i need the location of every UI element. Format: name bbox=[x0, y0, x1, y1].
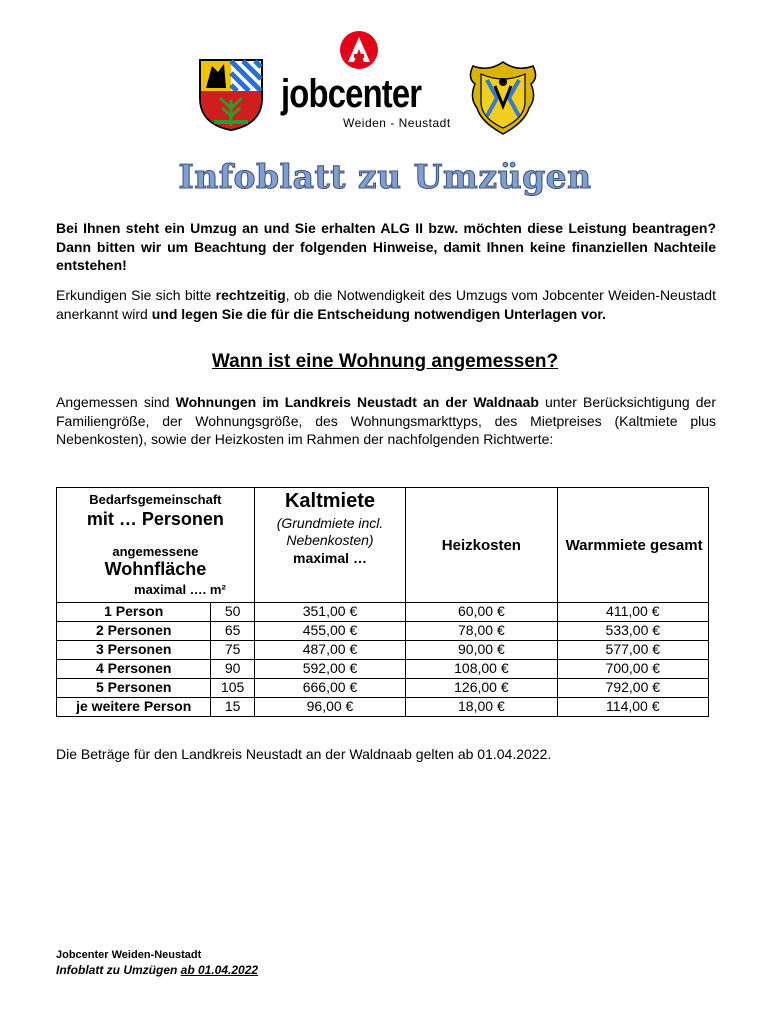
rates-table bbox=[56, 487, 709, 717]
header-household-line3: angemessene bbox=[112, 544, 199, 559]
cell-warm-rent: 533,00 € bbox=[557, 622, 708, 641]
footer-organization: Jobcenter Weiden-Neustadt bbox=[56, 949, 202, 961]
cell-heating: 90,00 € bbox=[406, 641, 557, 660]
header-household-line2: mit … Personen bbox=[86, 509, 224, 529]
cell-sqm: 90 bbox=[211, 660, 254, 679]
jobcenter-logo-icon bbox=[339, 30, 379, 70]
criteria-text-c: unter Berücksichtigung der Familiengröße, der Wohnungsgröße, des Wohnungsmarkttyps, des Mietpreises (Kaltmiete plus Nebenkosten), sowie der Heizkosten im Rahmen der nachfolgenden Richtwerte: bbox=[56, 394, 716, 447]
notice-text-d: und legen Sie die für die Entscheidung notwendigen Unterlagen vor. bbox=[151, 305, 606, 322]
brand-name: jobcenter bbox=[281, 72, 422, 116]
header-warm-rent: Warmmiete gesamt bbox=[557, 488, 708, 603]
cell-heating: 126,00 € bbox=[406, 679, 557, 698]
cell-heating: 18,00 € bbox=[406, 698, 557, 717]
cell-heating: 78,00 € bbox=[406, 622, 557, 641]
notice-text-a: Erkundigen Sie sich bitte bbox=[56, 287, 216, 303]
cell-cold-rent: 351,00 € bbox=[254, 603, 405, 622]
table-row bbox=[57, 622, 709, 641]
validity-note: Die Beträge für den Landkreis Neustadt an der Waldnaab gelten ab 01.04.2022. bbox=[56, 746, 552, 762]
notice-text-b: rechtzeitig bbox=[215, 287, 286, 303]
header-household bbox=[57, 488, 255, 603]
brand-subtitle: Weiden - Neustadt bbox=[343, 116, 451, 130]
cell-sqm: 15 bbox=[211, 698, 254, 717]
footer-title-text: Infoblatt zu Umzügen bbox=[56, 963, 181, 977]
cell-cold-rent: 96,00 € bbox=[254, 698, 405, 717]
footer-document-title bbox=[56, 963, 258, 977]
notice-text-c: , ob die Notwendigkeit des Umzugs vom Jobcenter Weiden-Neustadt anerkannt wird bbox=[56, 287, 716, 322]
cell-persons: je weitere Person bbox=[57, 698, 211, 717]
cell-cold-rent: 487,00 € bbox=[254, 641, 405, 660]
cell-heating: 60,00 € bbox=[406, 603, 557, 622]
header-household-line5: maximal …. m² bbox=[134, 582, 226, 597]
criteria-text-b: Wohnungen im Landkreis Neustadt an der Waldnaab bbox=[175, 394, 539, 410]
notice-paragraph bbox=[56, 286, 716, 323]
table-row bbox=[57, 660, 709, 679]
cell-persons: 3 Personen bbox=[57, 641, 211, 660]
header-cold-rent-line3: maximal … bbox=[293, 550, 367, 566]
cell-warm-rent: 700,00 € bbox=[557, 660, 708, 679]
cell-persons: 5 Personen bbox=[57, 679, 211, 698]
cell-sqm: 50 bbox=[211, 603, 254, 622]
table-row bbox=[57, 679, 709, 698]
table-row bbox=[57, 641, 709, 660]
cell-heating: 108,00 € bbox=[406, 660, 557, 679]
header-heating: Heizkosten bbox=[406, 488, 557, 603]
criteria-paragraph bbox=[56, 393, 716, 449]
cell-cold-rent: 666,00 € bbox=[254, 679, 405, 698]
cell-cold-rent: 592,00 € bbox=[254, 660, 405, 679]
coat-of-arms-right bbox=[467, 58, 539, 136]
page-title: Infoblatt zu Umzügen bbox=[178, 157, 592, 196]
cell-persons: 4 Personen bbox=[57, 660, 211, 679]
cell-warm-rent: 577,00 € bbox=[557, 641, 708, 660]
criteria-text-a: Angemessen sind bbox=[56, 394, 176, 410]
cell-persons: 2 Personen bbox=[57, 622, 211, 641]
table-header-row bbox=[57, 488, 709, 603]
table-row bbox=[57, 698, 709, 717]
cell-sqm: 75 bbox=[211, 641, 254, 660]
cell-warm-rent: 114,00 € bbox=[557, 698, 708, 717]
table-row bbox=[57, 603, 709, 622]
document-header bbox=[0, 30, 770, 135]
header-cold-rent-line2: (Grundmiete incl. Nebenkosten) bbox=[276, 515, 384, 548]
intro-paragraph: Bei Ihnen steht ein Umzug an und Sie erhalten ALG II bzw. möchten diese Leistung beantragen? Dann bitten wir um Beachtung der folgenden Hinweise, damit Ihnen keine finanziellen Nachteile entstehen! bbox=[56, 220, 716, 273]
cell-sqm: 65 bbox=[211, 622, 254, 641]
coat-of-arms-left bbox=[198, 58, 264, 132]
cell-cold-rent: 455,00 € bbox=[254, 622, 405, 641]
cell-warm-rent: 411,00 € bbox=[557, 603, 708, 622]
cell-warm-rent: 792,00 € bbox=[557, 679, 708, 698]
footer-date: ab 01.04.2022 bbox=[180, 963, 259, 977]
document-footer bbox=[56, 949, 258, 977]
header-household-line1: Bedarfsgemeinschaft bbox=[89, 492, 222, 507]
section-heading: Wann ist eine Wohnung angemessen? bbox=[211, 351, 559, 372]
header-cold-rent bbox=[254, 488, 405, 603]
cell-persons: 1 Person bbox=[57, 603, 211, 622]
header-household-line4: Wohnfläche bbox=[104, 559, 207, 579]
cell-sqm: 105 bbox=[211, 679, 254, 698]
header-cold-rent-line1: Kaltmiete bbox=[284, 490, 375, 512]
